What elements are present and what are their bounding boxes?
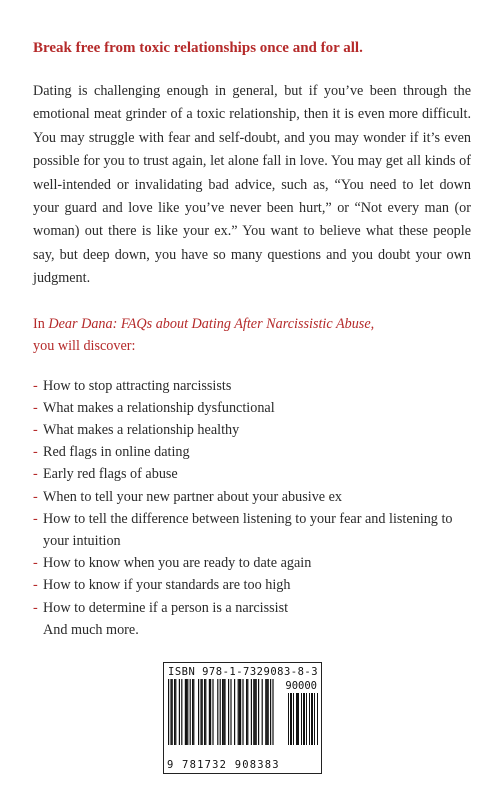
barcode-bar bbox=[209, 679, 210, 745]
list-item bbox=[33, 552, 471, 574]
barcode-bar bbox=[228, 679, 229, 745]
list-item-text: How to know when you are ready to date again bbox=[43, 555, 312, 572]
bullet-dash: - bbox=[33, 422, 38, 439]
list-item bbox=[33, 574, 471, 596]
barcode-bar bbox=[222, 679, 223, 745]
barcode-bar bbox=[234, 679, 235, 745]
barcode-bar bbox=[179, 679, 180, 745]
barcode-bar bbox=[254, 679, 255, 745]
barcode-bar bbox=[174, 679, 175, 745]
list-item-text: How to know if your standards are too high bbox=[43, 577, 291, 594]
ean-number: 9 781732 908383 bbox=[167, 759, 280, 771]
barcode-bar bbox=[246, 679, 247, 745]
list-item bbox=[33, 419, 471, 441]
barcode-bar bbox=[170, 679, 171, 745]
intro-suffix: you will discover: bbox=[33, 337, 136, 354]
barcode-bar bbox=[205, 679, 206, 745]
addon-bar bbox=[309, 693, 310, 745]
bullet-dash: - bbox=[33, 444, 38, 461]
barcode-bar bbox=[186, 679, 187, 745]
intro-line bbox=[33, 313, 471, 357]
bullet-dash: - bbox=[33, 555, 38, 572]
barcode-bar bbox=[187, 679, 188, 745]
list-item bbox=[33, 597, 471, 619]
barcode-bar bbox=[265, 679, 266, 745]
barcode-bar bbox=[210, 679, 211, 745]
list-item-text: Red flags in online dating bbox=[43, 444, 190, 461]
list-item bbox=[33, 397, 471, 419]
list-item-text: Early red flags of abuse bbox=[43, 466, 178, 483]
addon-bar bbox=[311, 693, 312, 745]
barcode-bar bbox=[266, 679, 267, 745]
barcode-bar bbox=[251, 679, 252, 745]
list-item-text: How to stop attracting narcissists bbox=[43, 377, 232, 394]
bullet-dash: - bbox=[33, 399, 38, 416]
list-item-text: When to tell your new partner about your abusive ex bbox=[43, 488, 343, 505]
barcode-bar bbox=[212, 679, 213, 745]
list-item bbox=[33, 486, 471, 508]
addon-bar bbox=[298, 693, 299, 745]
addon-bar bbox=[288, 693, 289, 745]
barcode-bar bbox=[262, 679, 263, 745]
barcode-bar bbox=[230, 679, 231, 745]
price-code: 90000 bbox=[285, 680, 317, 692]
addon-bar bbox=[306, 693, 307, 745]
bullet-dash: - bbox=[33, 577, 38, 594]
bullet-dash: - bbox=[33, 466, 38, 483]
barcode-bar bbox=[202, 679, 203, 745]
barcode bbox=[163, 662, 322, 774]
addon-bar bbox=[293, 693, 294, 745]
headline: Break free from toxic relationships once and for all. bbox=[33, 40, 363, 56]
barcode-bar bbox=[193, 679, 194, 745]
barcode-bar bbox=[168, 679, 169, 745]
list-item bbox=[33, 375, 471, 397]
closing-line: And much more. bbox=[43, 621, 139, 638]
bullet-dash: - bbox=[33, 488, 38, 505]
addon-bar bbox=[301, 693, 302, 745]
barcode-bar bbox=[253, 679, 254, 745]
barcode-bar bbox=[192, 679, 193, 745]
benefit-list bbox=[33, 375, 471, 619]
barcode-bar bbox=[204, 679, 205, 745]
barcode-bar bbox=[258, 679, 259, 745]
barcode-bar bbox=[200, 679, 201, 745]
addon-bar bbox=[290, 693, 291, 745]
list-item bbox=[33, 463, 471, 485]
list-item bbox=[33, 508, 471, 552]
barcode-bar bbox=[270, 679, 271, 745]
barcode-bar bbox=[239, 679, 240, 745]
barcode-bars bbox=[166, 679, 319, 757]
addon-bar bbox=[314, 693, 315, 745]
barcode-bar bbox=[256, 679, 257, 745]
bullet-dash: - bbox=[33, 510, 38, 527]
bullet-dash: - bbox=[33, 599, 38, 616]
bullet-dash: - bbox=[33, 377, 38, 394]
barcode-bar bbox=[217, 679, 218, 745]
barcode-bar bbox=[268, 679, 269, 745]
barcode-bar bbox=[223, 679, 224, 745]
addon-bar bbox=[297, 693, 298, 745]
barcode-bar bbox=[238, 679, 239, 745]
book-title: Dear Dana: FAQs about Dating After Narcissistic Abuse, bbox=[48, 315, 375, 332]
intro-prefix: In bbox=[33, 315, 49, 332]
barcode-bar bbox=[198, 679, 199, 745]
addon-bar bbox=[303, 693, 304, 745]
barcode-bar bbox=[247, 679, 248, 745]
list-item-text: How to tell the difference between listening to your fear and listening to your intuition bbox=[43, 510, 453, 550]
barcode-bar bbox=[185, 679, 186, 745]
list-item-text: How to determine if a person is a narcissist bbox=[43, 599, 289, 616]
barcode-bar bbox=[172, 679, 173, 745]
barcode-bar bbox=[224, 679, 225, 745]
addon-bar bbox=[304, 693, 305, 745]
body-paragraph: Dating is challenging enough in general, but if you’ve been through the emotional meat grinder of a toxic relationship, then it is even more difficult. You may struggle with fear and self-doubt, and you may wonder if it’s even possible for you to trust again, let alone fall in love. You may get all kinds of well-intended or invalidating bad advice, such as, “You need to let down your guard and love like you’ve never been hurt,” or “Not every man (or woman) out there is like your ex.” You want to believe what these people say, but deep down, you have so many questions and you doubt your own judgment. bbox=[33, 83, 471, 287]
addon-bar bbox=[312, 693, 313, 745]
barcode-bar bbox=[175, 679, 176, 745]
addon-bar bbox=[317, 693, 318, 745]
barcode-bar bbox=[240, 679, 241, 745]
back-cover bbox=[33, 38, 471, 641]
isbn-label: ISBN 978-1-7329083-8-3 bbox=[168, 666, 319, 678]
barcode-bar bbox=[190, 679, 191, 745]
addon-bar bbox=[296, 693, 297, 745]
list-item-text: What makes a relationship healthy bbox=[43, 422, 240, 439]
list-item bbox=[33, 441, 471, 463]
barcode-bar bbox=[272, 679, 273, 745]
barcode-bar bbox=[220, 679, 221, 745]
addon-bar bbox=[291, 693, 292, 745]
barcode-bar bbox=[242, 679, 243, 745]
barcode-bar bbox=[181, 679, 182, 745]
list-item-text: What makes a relationship dysfunctional bbox=[43, 399, 275, 416]
